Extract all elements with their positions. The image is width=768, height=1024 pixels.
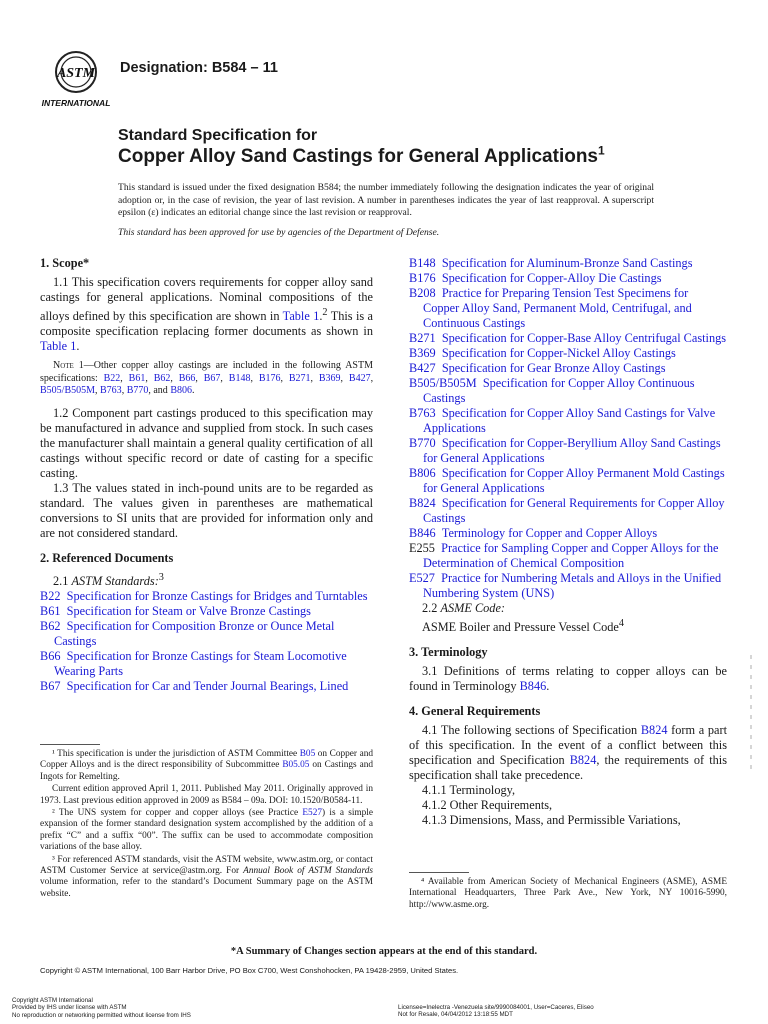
reference-item [40,649,373,679]
note-ref-sep: , [310,372,319,384]
footnote-3-mark: 3 [158,571,164,583]
reference-item [409,496,727,526]
reference-code-link: E255 [409,541,435,555]
footer-license-left [12,997,191,1019]
fn3-text: ³ For referenced ASTM standards, visit the ASTM website, www.astm.org, or contact ASTM Customer Service at service@astm.org. For [40,854,373,877]
note-ref-sep: , [121,385,127,397]
para-1-1-text: 1.1 This specification covers requirements for copper alloy sand castings for general applications. Nominal compositions of the alloys defined by this specification are shown in [40,275,373,324]
reference-title-link[interactable]: Specification for Car and Tender Journal Bearings, Lined [66,678,349,693]
right-column [409,256,727,828]
note-ref-link[interactable]: B505/B505M [40,385,96,397]
fn3-text-b: volume information, refer to the standard’s Document Summary page on the ASTM website. [40,877,373,899]
title-text: Copper Alloy Sand Castings for General Applications [118,146,599,167]
reference-item [409,361,727,376]
footnote-2-mark: 2 [322,307,328,318]
item-4-1-3: 4.1.3 Dimensions, Mass, and Permissible Variations, [422,813,681,828]
right-reference-list [409,256,727,601]
reference-title-link[interactable]: Specification for Copper Alloy Permanent Mold Castings for General Applications [423,466,725,495]
reference-item [409,406,727,436]
reference-item [409,541,727,571]
reference-code-link[interactable]: B271 [409,331,436,345]
reference-item [40,679,373,694]
reference-code-link[interactable]: B148 [409,256,436,270]
reference-title-link[interactable]: Specification for Bronze Castings for Steam Locomotive Wearing Parts [54,648,347,678]
margin-watermark [748,655,754,770]
note-ref-link[interactable]: B763 [100,385,122,397]
footer-left-line-1: Copyright ASTM International [12,997,93,1004]
table-1-link-2[interactable]: Table 1 [40,339,77,354]
fn3-italic: Annual Book of ASTM Standards [243,866,373,877]
reference-title-link[interactable]: Practice for Numbering Metals and Alloys in the Unified Numbering System (UNS) [423,571,722,600]
note-ref-link[interactable]: B369 [318,372,341,384]
para-1-1 [40,275,373,354]
reference-code-link[interactable]: E527 [409,571,435,585]
summary-note: *A Summary of Changes section appears at the end of this standard. [230,946,538,957]
reference-item [40,604,373,619]
note-ref-sep: . [191,385,195,397]
para-3-1-end: . [546,679,550,694]
reference-title-link[interactable]: Specification for Aluminum-Bronze Sand Castings [441,256,693,270]
logo-text: ASTM [56,66,96,81]
reference-item [409,436,727,466]
reference-title-link[interactable]: Specification for Gear Bronze Alloy Castings [441,361,666,375]
para-3-1-text: 3.1 Definitions of terms relating to copper alloys can be found in Terminology [409,664,727,694]
fn1-text-b: on Copper and Copper Alloys and is the direct responsibility of Subcommittee [40,749,373,771]
para-2-2-num: 2.2 [422,601,441,615]
reference-item [409,571,727,601]
footnote-3 [40,855,373,901]
note-ref-link[interactable]: B62 [153,372,171,384]
reference-item [409,346,727,361]
title-prefix: Standard Specification for [118,127,318,144]
reference-item [40,619,373,649]
title-footnote-mark: 1 [598,143,605,158]
fn1-text-c: on Castings and Ingots for Remelting. [40,760,373,782]
footer-license-right [398,1004,594,1019]
reference-title-link[interactable]: Specification for Copper Alloy Continuous Castings [423,376,695,405]
reference-code-link[interactable]: B824 [409,496,436,510]
note-ref-link[interactable]: B806 [170,385,192,397]
asme-code-label: ASME Code: [440,601,505,615]
note-ref-link[interactable]: B176 [258,372,281,384]
footer-right-line-2: Not for Resale, 04/04/2012 13:18:55 MDT [398,1011,513,1019]
para-4-1-text-c: , the requirements of this specification shall take precedence. [409,753,727,783]
para-2-1-num: 2.1 [53,573,72,588]
note-ref-sep: , [220,372,229,384]
fn2-text-b: ) is a simple expansion of the former standard designation system accomplished by the addition of a prefix “C” and a suffix “00”. The suffix can be used to accommodate composition variations of the base alloy. [40,808,374,853]
reference-item [409,331,727,346]
logo-subtext: INTERNATIONAL [41,98,111,108]
footnote-2 [40,808,373,854]
reference-title-link[interactable]: Specification for Composition Bronze or Ounce Metal Castings [54,618,335,648]
reference-title-link[interactable]: Terminology for Copper and Copper Alloys [441,526,658,540]
reference-code-link[interactable]: B505/B505M [409,376,477,390]
reference-code-link[interactable]: B176 [409,271,436,285]
note-ref-sep: , [170,372,179,384]
footnote-4-mark: 4 [618,618,624,629]
para-3-1 [409,664,727,694]
reference-item [409,526,727,541]
note-ref-link[interactable]: B61 [128,372,146,384]
note-ref-sep: , [250,372,259,384]
reference-code-link[interactable]: B66 [40,648,61,663]
b05-05-link[interactable]: B05.05 [282,760,310,771]
left-footnotes [40,744,373,901]
e527-footnote-link[interactable]: E527 [302,808,322,819]
reference-code-link[interactable]: B846 [409,526,436,540]
reference-code-link[interactable]: B62 [40,618,61,633]
reference-title-link[interactable]: Specification for Copper-Base Alloy Centrifugal Castings [441,331,727,345]
note-ref-link[interactable]: B66 [178,372,196,384]
para-2-1 [53,570,373,589]
footnote-1-edition: Current edition approved April 1, 2011. Published May 2011. Originally approved in 1973. Last previous edition approved in 2009 as B584 – 09a. DOI: 10.1520/B0584-11. [40,784,373,806]
para-2-2 [422,601,727,616]
reference-code-link[interactable]: B67 [40,678,61,693]
note-text: 1—Other copper alloy castings are included in the following ASTM specifications: [40,360,373,384]
para-4-1-text-b: form a part of this specification. In the event of a conflict between this specification and Specification [409,723,727,768]
reference-item [40,589,373,604]
b824-link-2[interactable]: B824 [569,753,597,768]
note-ref-sep: , [340,372,349,384]
footnote-rule-right [409,872,469,873]
intro-paragraph: This standard is issued under the fixed designation B584; the number immediately following the designation indicates the year of original adoption or, in the case of revision, the year of last revision. A number in parentheses indicates the year of last reapproval. A superscript epsilon (ε) indicates an editorial change since the last revision or reapproval. [118,182,654,219]
item-4-1-1: 4.1.1 Terminology, [422,783,516,798]
para-1-3: 1.3 The values stated in inch-pound units are to be regarded as standard. The values given in parentheses are mathematical conversions to SI units that are provided for information only and are not considered standard. [40,480,373,540]
footnote-rule [40,744,100,745]
para-4-1 [409,723,727,783]
reference-title-link[interactable]: Practice for Sampling Copper and Copper Alloys for the Determination of Chemical Composition [423,541,719,570]
left-reference-list [40,589,373,694]
reference-title-link[interactable]: Specification for General Requirements for Copper Alloy Castings [423,496,725,525]
b846-link[interactable]: B846 [519,679,547,694]
note-ref-sep: , [120,372,129,384]
section-2-title: 2. Referenced Documents [40,550,174,565]
reference-code-link[interactable]: B763 [409,406,436,420]
para-1-1-text-b: This is a composite specification replacing former documents as shown in [40,309,373,339]
footer-left-line-3: No reproduction or networking permitted without license from IHS [12,1011,191,1019]
para-1-2: 1.2 Component part castings produced to this specification may be manufactured in advance and supplied from stock. In such cases the manufacturer shall maintain a general quality certification of all castings without specific record or date of casting for a specific casting. [40,405,373,480]
reference-item [409,286,727,331]
reference-title-link[interactable]: Specification for Copper Alloy Sand Castings for Valve Applications [423,406,716,435]
section-1-title: 1. Scope* [40,256,90,270]
note-ref-link[interactable]: B271 [288,372,311,384]
reference-title-link[interactable]: Specification for Copper-Nickel Alloy Castings [441,346,676,360]
para-1-1-dot: . [319,309,323,324]
reference-title-link[interactable]: Specification for Copper-Beryllium Alloy Sand Castings for General Applications [423,436,721,465]
reference-code-link[interactable]: B770 [409,436,436,450]
reference-code-link[interactable]: B369 [409,346,436,360]
fn2-text: ² The UNS system for copper and copper alloys (see Practice [52,808,303,819]
reference-item [409,376,727,406]
para-4-1-text: 4.1 The following sections of Specification [422,723,641,738]
right-footnotes [409,872,727,912]
reference-item [409,271,727,286]
reference-title-link[interactable]: Specification for Bronze Castings for Bridges and Turntables [66,588,368,603]
note-ref-link[interactable]: B770 [126,385,149,397]
reference-code-link[interactable]: B427 [409,361,436,375]
reference-code-link[interactable]: B806 [409,466,436,480]
astm-logo [40,48,112,110]
note-ref-link[interactable]: B67 [203,372,221,384]
note-ref-link[interactable]: B427 [348,372,371,384]
asme-code-item [422,616,727,635]
reference-code-link[interactable]: B208 [409,286,436,300]
note-ref-sep: , [145,372,154,384]
reference-item [409,256,727,271]
reference-code-link[interactable]: B61 [40,603,61,618]
note-ref-sep: , [280,372,289,384]
note-ref-sep: , [95,385,101,397]
note-1 [40,360,373,398]
asme-code-text: ASME Boiler and Pressure Vessel Code [422,620,619,635]
note-ref-sep: , and [148,385,171,397]
note-ref-link[interactable]: B22 [103,372,121,384]
copyright-line: Copyright © ASTM International, 100 Barr Harbor Drive, PO Box C700, West Conshohocken, PA 19428-2959, United States. [40,966,459,975]
note-ref-link[interactable]: B148 [228,372,251,384]
reference-code-link[interactable]: B22 [40,588,61,603]
approval-statement: This standard has been approved for use by agencies of the Department of Defense. [118,227,440,238]
designation: Designation: B584 – 11 [120,60,278,76]
note-label: Note [53,360,74,372]
fn1-text: ¹ This specification is under the jurisdiction of ASTM Committee [52,749,300,759]
page-title [118,143,605,168]
item-4-1-2: 4.1.2 Other Requirements, [422,798,553,813]
footer-left-line-2: Provided by IHS under license with ASTM [12,1004,127,1012]
reference-title-link[interactable]: Specification for Steam or Valve Bronze Castings [66,603,311,618]
astm-standards-label: ASTM Standards: [71,573,159,588]
footnote-1 [40,749,373,783]
reference-title-link[interactable]: Specification for Copper-Alloy Die Castings [441,271,662,285]
note-ref-sep: , [195,372,204,384]
reference-title-link[interactable]: Practice for Preparing Tension Test Specimens for Copper Alloy Sand, Permanent Mold, Centrifugal, and Continuous Castings [423,286,692,330]
note-ref-sep: , [370,372,374,384]
b05-link[interactable]: B05 [299,749,316,759]
table-1-link[interactable]: Table 1 [282,309,320,324]
footer-right-line-1: Licensee=Inelectra -Venezuela site/9990084001, User=Caceres, Eliseo [398,1004,594,1011]
para-1-1-end: . [76,339,80,354]
section-4-title: 4. General Requirements [409,704,541,719]
left-column [40,256,373,694]
section-3-title: 3. Terminology [409,645,488,660]
footnote-4: ⁴ Available from American Society of Mechanical Engineers (ASME), ASME International Headquarters, Three Park Ave., New York, NY 10016-5990, http://www.asme.org. [409,877,727,910]
b824-link[interactable]: B824 [640,723,668,738]
reference-item [409,466,727,496]
